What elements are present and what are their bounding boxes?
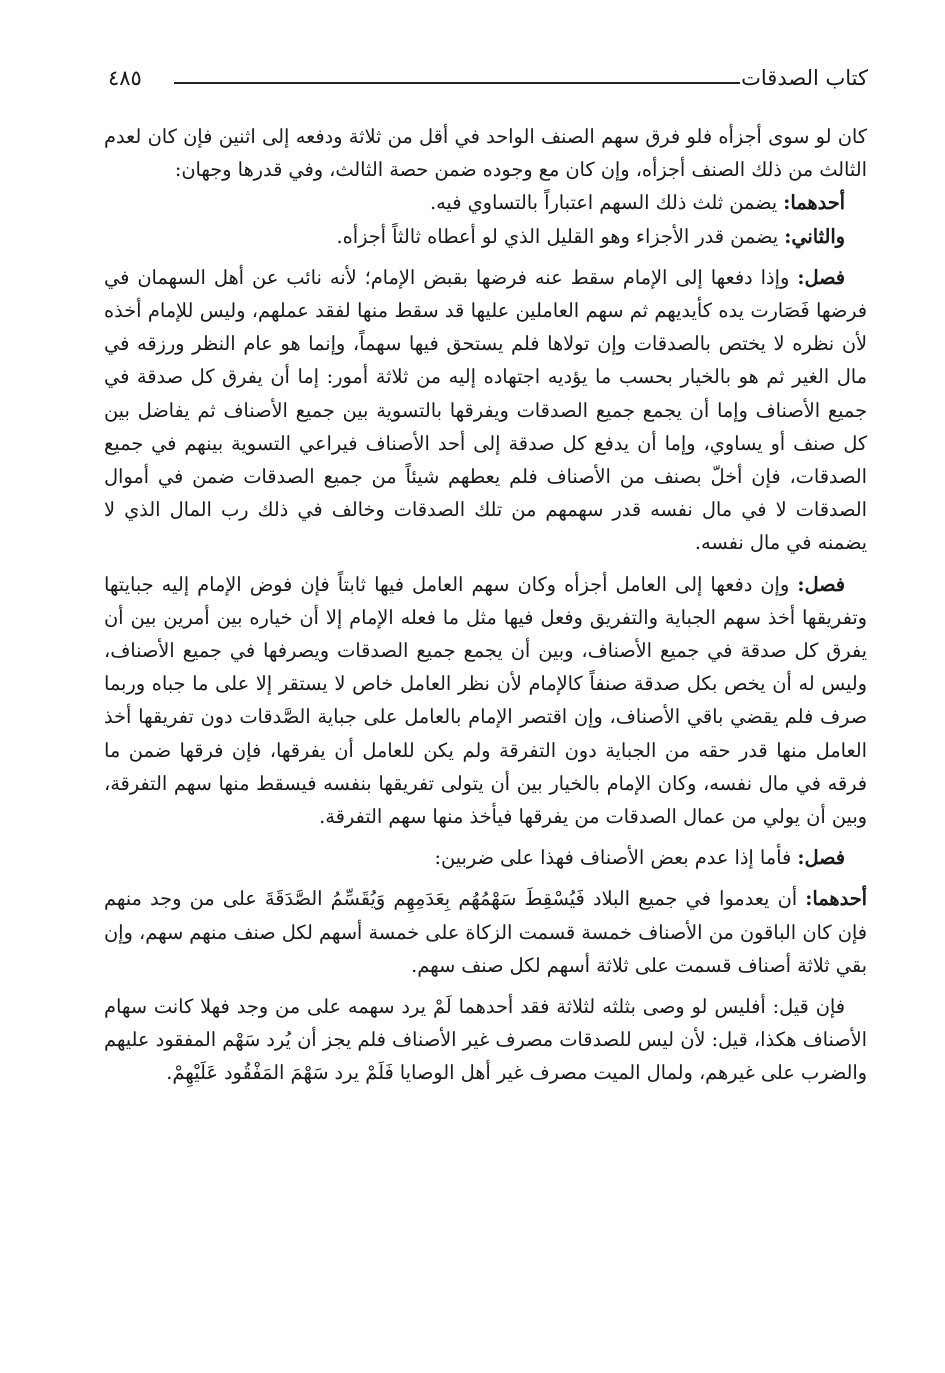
- objection-paragraph: [104, 990, 867, 1090]
- section-label: فصل:: [797, 846, 845, 870]
- option-text: يضمن ثلث ذلك السهم اعتباراً بالتساوي فيه.: [429, 191, 784, 215]
- page-number: ٤٨٥: [108, 66, 142, 90]
- paragraph-text: أن يعدموا في جميع البلاد فَيُسْقِطَ سَهْمُهُم بِعَدَمِهِم وَيُقَسِّمُ الصَّدَقَةَ على من وجد منهم فإن كان الباقون من الأصناف خمسة قسمت الزكاة على خمسة أسهم لكل صنف منهم سهم، وإن بقي ثلاثة أصناف قسمت على ثلاثة أسهم لكل صنف سهم.: [104, 887, 867, 977]
- section-missing-categories: [104, 841, 867, 874]
- paragraph-gap: [104, 560, 867, 568]
- paragraph-text: وإن دفعها إلى العامل أجزأه وكان سهم العامل فيها ثابتاً فإن فوض الإمام إليه جبايتها وتفريقها أخذ سهم الجباية والتفريق وفعل فيها مثل ما فعله الإمام إلا أن خياره بين أمرين بين أن يفرق كل صدقة في جميع الأصناف، وبين أن يجمع جميع الصدقات ويصرفها في جميع الأصناف، وليس له أن يخص بكل صدقة صنفاً كالإمام لأن نظر العامل خاص لا يستقر إلا على ما جباه وربما صرف فلم يقضي باقي الأصناف، وإن اقتصر الإمام بالعامل على جباية الصَّدقات دون تفريقها أخذ العامل منها قدر حقه من الجباية دون التفرقة ولم يكن للعامل أن يفرقها، فإن فرقها ضمن ما فرقه في مال نفسه، وكان الإمام بالخيار بين أن يتولى تفريقها بنفسه فيسقط منها سهم التفرقة، وبين أن يولي من عمال الصدقات من يفرقها فيأخذ منها سهم التفرقة.: [104, 572, 867, 829]
- paragraph-text: فإن قيل: أفليس لو وصى بثلثه لثلاثة فقد أحدهما لَمْ يرد سهمه على من وجد فهلا كانت سهام الأصناف هكذا، قيل: لأن ليس للصدقات مصرف غير الأصناف فلم يجز أن يُرد سَهْم المفقود عليهم والضرب على غيرهم، ولمال الميت مصرف غير أهل الوصايا فَلَمْ يرد سَهْمَ المَفْقُود عَلَيْهِمْ.: [104, 995, 867, 1085]
- case-label: أحدهما:: [805, 887, 867, 911]
- paragraph-text: وإذا دفعها إلى الإمام سقط عنه فرضها بقبض الإمام؛ لأنه نائب عن أهل السهمان في فرضها فَصَارت يده كأيديهم ثم سهم العاملين عليها قد سقط منها لفقد عملهم، وليس للإمام أخذه لأن نظره لا يختص بالصدقات وإن تولاها فلم يستحق فيها سهماً، وإنما هو عام النظر ورزقه في مال الغير ثم هو بالخيار بحسب ما يؤديه اجتهاده إليه من ثلاثة أمور: إما أن يفرق كل صدقة في جميع الأصناف وإما أن يجمع جميع الصدقات ويفرقها بالتسوية بين جميع الأصناف ثم يفاضل بين كل صنف أو يساوي، وإما أن يدفع كل صدقة إلى أحد الأصناف فيراعي التسوية بينهم في جميع الصدقات، فإن أخلّ بصنف من الأصناف فلم يعطهم شيئاً من جميع الصدقات ضمن في أموال الصدقات لا في مال نفسه قدر سهمهم من تلك الصدقات وخالف في ذلك رب المال الذي لا يضمنه في مال نفسه.: [104, 265, 867, 555]
- section-label: فصل:: [797, 572, 845, 596]
- section-label: فصل:: [797, 265, 845, 289]
- paragraph-text: كان لو سوى أجزأه فلو فرق سهم الصنف الواحد في أقل من ثلاثة ودفعه إلى اثنين فإن كان لعدم الثالث من ذلك الصنف أجزأه، وإن كان مع وجوده ضمن حصة الثالث، وفي قدرها وجهان:: [104, 125, 867, 182]
- case-first: [104, 882, 867, 982]
- paragraph-gap: [104, 874, 867, 882]
- paragraph-gap: [104, 253, 867, 261]
- paragraph-gap: [104, 982, 867, 990]
- section-imam: [104, 261, 867, 560]
- option-text: يضمن قدر الأجزاء وهو القليل الذي لو أعطاه ثالثاً أجزأه.: [336, 224, 785, 248]
- page-header: [108, 58, 868, 98]
- page-body: [104, 120, 867, 1090]
- option-label: والثاني:: [784, 224, 845, 248]
- option-first: [104, 186, 867, 219]
- paragraph-continued: [104, 120, 867, 186]
- header-rule: [174, 82, 740, 84]
- option-label: أحدهما:: [783, 191, 845, 215]
- running-title: كتاب الصدقات: [741, 66, 868, 90]
- section-amil: [104, 568, 867, 834]
- option-second: [104, 220, 867, 253]
- paragraph-gap: [104, 833, 867, 841]
- paragraph-text: فأما إذا عدم بعض الأصناف فهذا على ضربين:: [434, 846, 798, 870]
